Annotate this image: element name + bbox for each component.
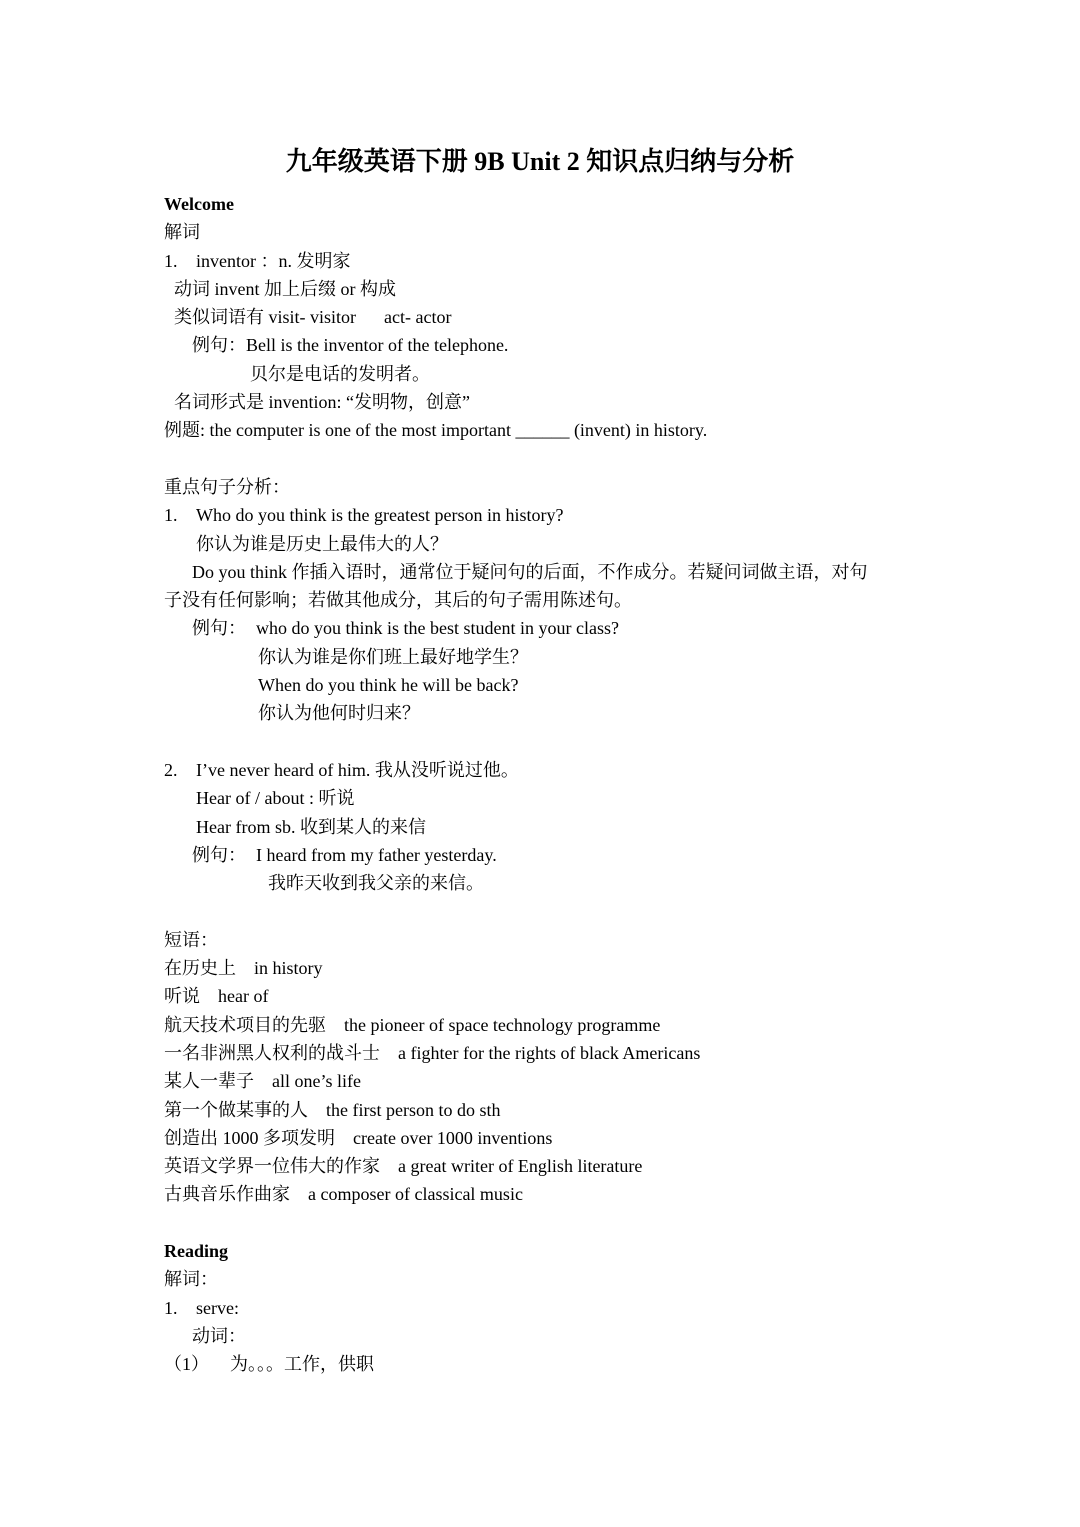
sentence-1-translation: 你认为谁是历史上最伟大的人？	[196, 533, 448, 554]
similar-words	[164, 303, 970, 331]
phrase-item	[164, 954, 970, 982]
noun-form: 名词形式是 invention: “发明物，创意”	[174, 392, 470, 413]
item-number: 1.	[164, 505, 178, 526]
phrase-item	[164, 1039, 970, 1067]
phrase-item	[164, 1096, 970, 1124]
sentence-1-note-a: Do you think 作插入语时，通常位于疑问句的后面，不作成分。若疑问词做主语，对句	[192, 561, 868, 582]
example-translation: 你认为谁是你们班上最好地学生？	[258, 646, 528, 667]
item-number: 1.	[164, 1297, 178, 1318]
sentence-1	[164, 501, 970, 529]
phrase-en: a composer of classical music	[308, 1184, 523, 1205]
example-en: Bell is the inventor of the telephone.	[246, 335, 509, 356]
exercise: 例题: the computer is one of the most important ______ (invent) in history.	[164, 420, 708, 441]
phrase-item	[164, 1011, 970, 1039]
phrase-cn: 古典音乐作曲家	[164, 1184, 290, 1205]
reading-heading: Reading	[164, 1240, 229, 1261]
verb-label: 动词：	[192, 1325, 246, 1346]
sense-item	[164, 1350, 970, 1378]
example-translation: 贝尔是电话的发明者。	[250, 363, 430, 384]
phrase-cn: 在历史上	[164, 958, 236, 979]
key-sentences-heading: 重点句子分析：	[164, 476, 290, 497]
reading-vocab-label: 解词：	[164, 1269, 218, 1290]
example-translation-2: 你认为他何时归来？	[258, 703, 420, 724]
phrase-cn: 某人一辈子	[164, 1071, 254, 1092]
item-word: serve:	[196, 1297, 239, 1318]
phrase-en: all one’s life	[272, 1071, 361, 1092]
sense-text: 为。。。工作，供职	[230, 1354, 374, 1375]
example-sentence-2: When do you think he will be back?	[258, 675, 519, 696]
phrase-item	[164, 1124, 970, 1152]
phrase-cn: 航天技术项目的先驱	[164, 1014, 326, 1035]
page-title: 九年级英语下册 9B Unit 2 知识点归纳与分析	[285, 147, 795, 176]
phrase-en: hear of	[218, 986, 269, 1007]
example-label: 例句：	[192, 618, 246, 639]
sentence-text: I’ve never heard of him. 我从没听说过他。	[196, 759, 519, 780]
verb-note: 动词 invent 加上后缀 or 构成	[174, 278, 396, 299]
phrase-en: the pioneer of space technology programme	[344, 1014, 661, 1035]
phrase-item	[164, 982, 970, 1010]
phrase-en: in history	[254, 958, 323, 979]
example-sentence	[164, 331, 970, 359]
example-translation: 我昨天收到我父亲的来信。	[268, 873, 484, 894]
sentence-2	[164, 756, 970, 784]
sentence-en: Who do you think is the greatest person in history?	[196, 505, 564, 526]
phrases-heading: 短语：	[164, 929, 218, 950]
welcome-heading: Welcome	[164, 194, 234, 214]
phrase-en: create over 1000 inventions	[353, 1127, 553, 1148]
phrase-cn: 创造出 1000 多项发明	[164, 1127, 335, 1148]
similar-word-a: 类似词语有 visit- visitor	[174, 307, 357, 328]
example-en: who do you think is the best student in your class?	[256, 618, 619, 639]
example-sentence	[164, 841, 970, 869]
phrase-cn: 第一个做某事的人	[164, 1099, 308, 1120]
vocab-label: 解词	[164, 222, 200, 243]
vocab-item-1	[164, 247, 970, 275]
reading-item-1	[164, 1294, 970, 1322]
phrase-cn: 英语文学界一位伟大的作家	[164, 1156, 380, 1177]
phrase-item	[164, 1152, 970, 1180]
example-label: 例句：	[192, 335, 246, 356]
item-number: 2.	[164, 759, 178, 780]
hear-from-note: Hear from sb. 收到某人的来信	[196, 816, 426, 837]
phrase-cn: 听说	[164, 986, 200, 1007]
example-en: I heard from my father yesterday.	[256, 844, 497, 865]
example-label: 例句：	[192, 844, 246, 865]
phrase-item	[164, 1067, 970, 1095]
similar-word-b: act- actor	[384, 307, 452, 328]
example-sentence	[164, 614, 970, 642]
sense-number: （1）	[164, 1354, 209, 1375]
item-text: inventor ：n. 发明家	[196, 250, 351, 271]
phrase-cn: 一名非洲黑人权利的战斗士	[164, 1042, 380, 1063]
hear-of-note: Hear of / about : 听说	[196, 788, 355, 809]
sentence-1-note-b: 子没有任何影响；若做其他成分，其后的句子需用陈述句。	[164, 590, 632, 611]
phrase-en: a fighter for the rights of black Americans	[398, 1042, 701, 1063]
phrase-en: the first person to do sth	[326, 1099, 501, 1120]
phrase-item	[164, 1180, 970, 1208]
phrase-en: a great writer of English literature	[398, 1156, 643, 1177]
item-number: 1.	[164, 250, 178, 271]
